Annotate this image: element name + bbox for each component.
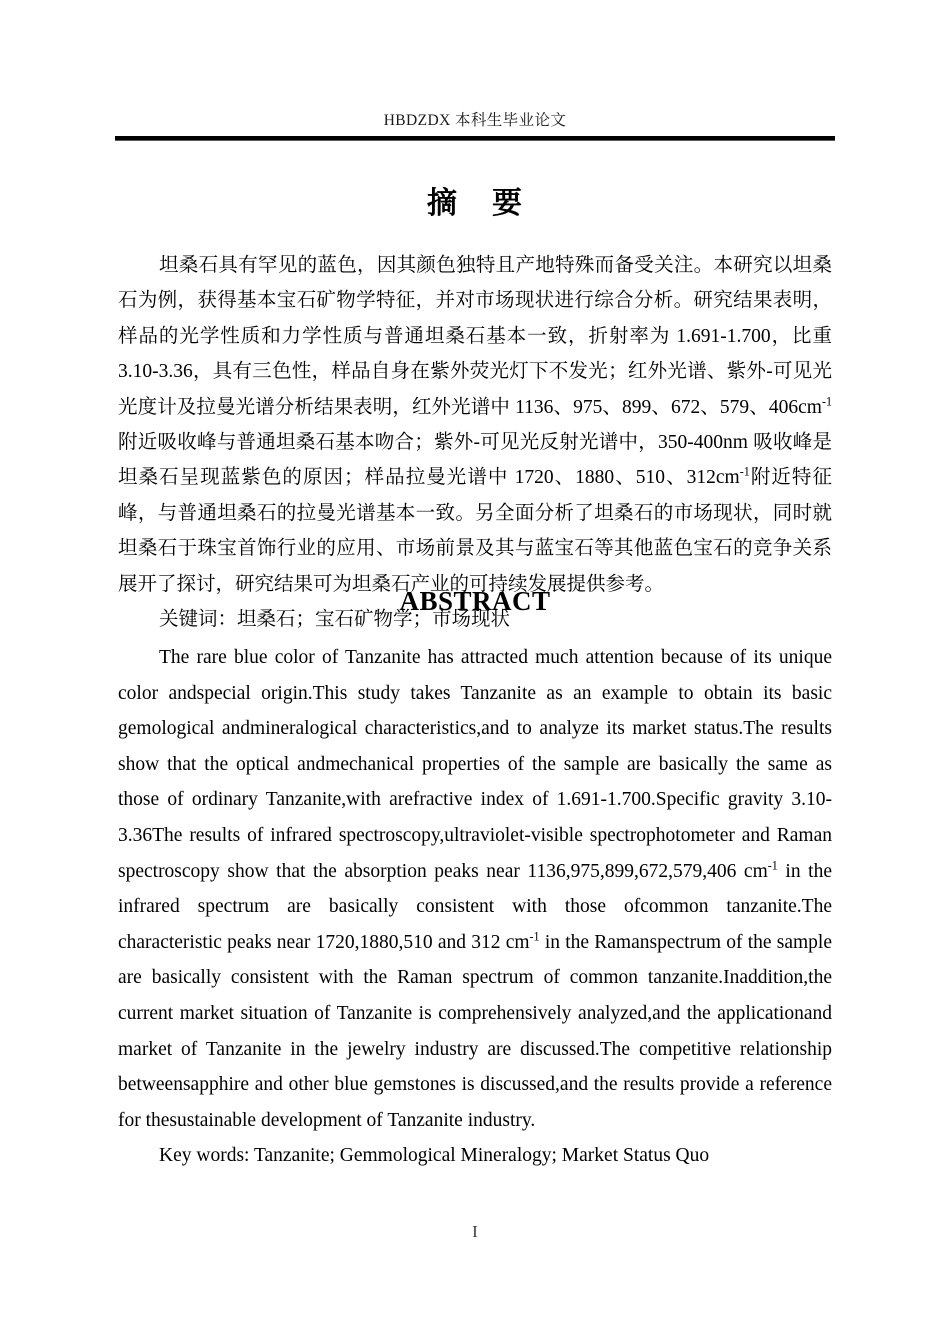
chinese-keywords-line: 关键词：坦桑石；宝石矿物学；市场现状 bbox=[159, 609, 511, 631]
header-divider-rule bbox=[115, 136, 835, 141]
chinese-abstract-heading-char-2: 要 bbox=[492, 186, 523, 221]
chinese-superscript-1: -1 bbox=[821, 394, 832, 409]
english-superscript-1: -1 bbox=[767, 858, 778, 873]
running-header-title: HBDZDX 本科生毕业论文 bbox=[383, 112, 567, 129]
chinese-abstract-paragraph bbox=[118, 248, 832, 602]
english-keywords-line: Key words: Tanzanite; Gemmological Mineralogy; Market Status Quo bbox=[159, 1145, 710, 1167]
chinese-abstract-text-part-3: 附近特征峰，与普通坦桑石的拉曼光谱基本一致。另全面分析了坦桑石的市场现状，同时就坦桑石于珠宝首饰行业的应用、市场前景及其与蓝宝石等其他蓝色宝石的竞争关系展开了探讨，研究结果可为坦桑石产业的可持续发展提供参考。 bbox=[118, 467, 832, 595]
running-header bbox=[115, 108, 835, 130]
page-number: I bbox=[472, 1222, 478, 1241]
page-footer bbox=[115, 1222, 835, 1242]
english-abstract-text-part-3: in the Ramanspectrum of the sample are basically consistent with the Raman spectrum of common tanzanite.Inaddition,the current market situation of Tanzanite is comprehensively analyzed,and the applicationand market of Tanzanite in the jewelry industry are discussed.The competitive relationship betweensapphire and other blue gemstones is discussed,and the results provide a reference for thesustainable development of Tanzanite industry. bbox=[118, 931, 832, 1131]
chinese-abstract-text-part-2: 附近吸收峰与普通坦桑石基本吻合；紫外-可见光反射光谱中，350-400nm 吸收峰是坦桑石呈现蓝紫色的原因；样品拉曼光谱中 1720、1880、510、312cm bbox=[118, 432, 832, 489]
english-abstract-heading: ABSTRACT bbox=[399, 586, 551, 616]
english-abstract-text-part-1: The rare blue color of Tanzanite has attracted much attention because of its unique color andspecial origin.This study takes Tanzanite as an example to obtain its basic gemological andmineralogical characteristics,and to analyze its market status.The results show that the optical andmechanical properties of the sample are basically the same as those of ordinary Tanzanite,with arefractive index of 1.691-1.700.Specific gravity 3.10-3.36The results of infrared spectroscopy,ultraviolet-visible spectrophotometer and Raman spectroscopy show that the absorption peaks near 1136,975,899,672,579,406 cm bbox=[118, 647, 832, 882]
chinese-abstract-text-part-1: 坦桑石具有罕见的蓝色，因其颜色独特且产地特殊而备受关注。本研究以坦桑石为例，获得基本宝石矿物学特征，并对市场现状进行综合分析。研究结果表明，样品的光学性质和力学性质与普通坦桑石基本一致，折射率为 1.691-1.700，比重 3.10-3.36，具有三色性，样品自身在紫外荧光灯下不发光；红外光谱、紫外-可见光光度计及拉曼光谱分析结果表明，红外光谱中 1136、975、899、672、579、406cm bbox=[118, 255, 832, 418]
english-abstract-text-part-2: in the infrared spectrum are basically consistent with those ofcommon tanzanite.The characteristic peaks near 1720,1880,510 and 312 cm bbox=[118, 860, 832, 953]
chinese-abstract-heading-char-1: 摘 bbox=[427, 186, 458, 221]
chinese-abstract-heading bbox=[115, 186, 835, 222]
chinese-superscript-2: -1 bbox=[739, 464, 750, 479]
english-superscript-2: -1 bbox=[529, 929, 540, 944]
chinese-abstract-body bbox=[118, 248, 832, 637]
english-abstract-body bbox=[118, 640, 832, 1174]
english-abstract-paragraph bbox=[118, 640, 832, 1138]
